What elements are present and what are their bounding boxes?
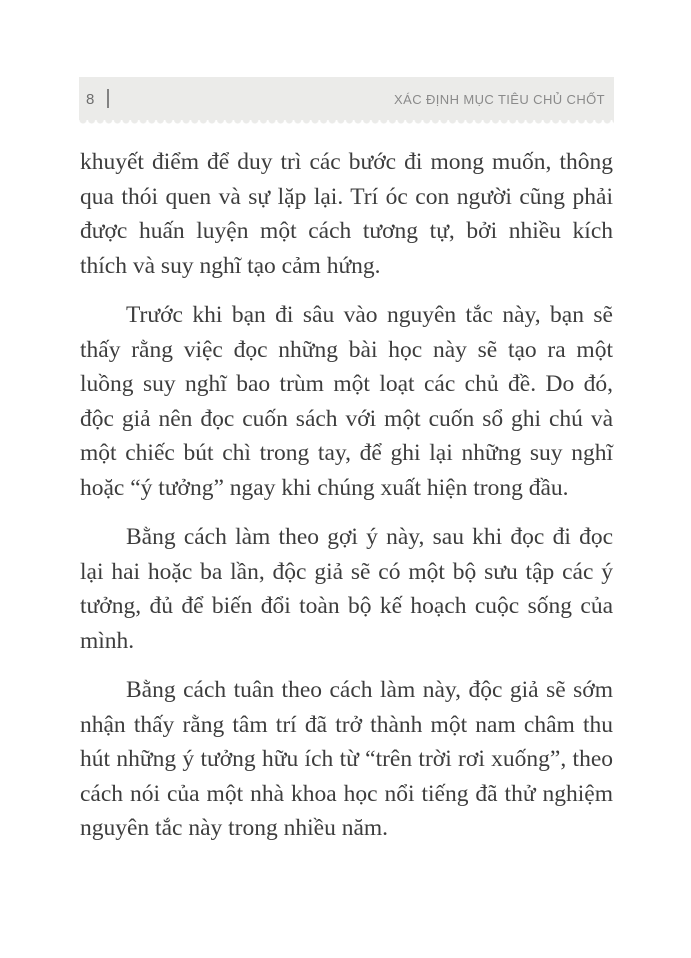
- page-number-group: [86, 89, 109, 108]
- page-number: 8: [86, 91, 95, 108]
- paragraph: Bằng cách làm theo gợi ý này, sau khi đọc đi đọc lại hai hoặc ba lần, độc giả sẽ có một bộ sưu tập các ý tưởng, đủ để biến đổi toàn bộ kế hoạch cuộc sống của mình.: [80, 524, 613, 654]
- body-text: [80, 145, 613, 846]
- paragraph: Bằng cách tuân theo cách làm này, độc giả sẽ sớm nhận thấy rằng tâm trí đã trở thành một nam châm thu hút những ý tưởng hữu ích từ “trên trời rơi xuống”, theo cách nói của một nhà khoa học nổi tiếng đã thử nghiệm nguyên tắc này trong nhiều năm.: [80, 677, 613, 841]
- page-header: [79, 77, 614, 120]
- paragraph: Trước khi bạn đi sâu vào nguyên tắc này, bạn sẽ thấy rằng việc đọc những bài học này sẽ tạo ra một luồng suy nghĩ bao trùm một loạt các chủ đề. Do đó, độc giả nên đọc cuốn sách với một cuốn sổ ghi chú và một chiếc bút chì trong tay, để ghi lại những suy nghĩ hoặc “ý tưởng” ngay khi chúng xuất hiện trong đầu.: [80, 302, 613, 501]
- paragraph: khuyết điểm để duy trì các bước đi mong muốn, thông qua thói quen và sự lặp lại. Trí óc con người cũng phải được huấn luyện một cách tương tự, bởi nhiều kích thích và suy nghĩ tạo cảm hứng.: [80, 149, 613, 279]
- page-number-divider: [107, 89, 109, 108]
- running-title: XÁC ĐỊNH MỤC TIÊU CHỦ CHỐT: [394, 91, 605, 107]
